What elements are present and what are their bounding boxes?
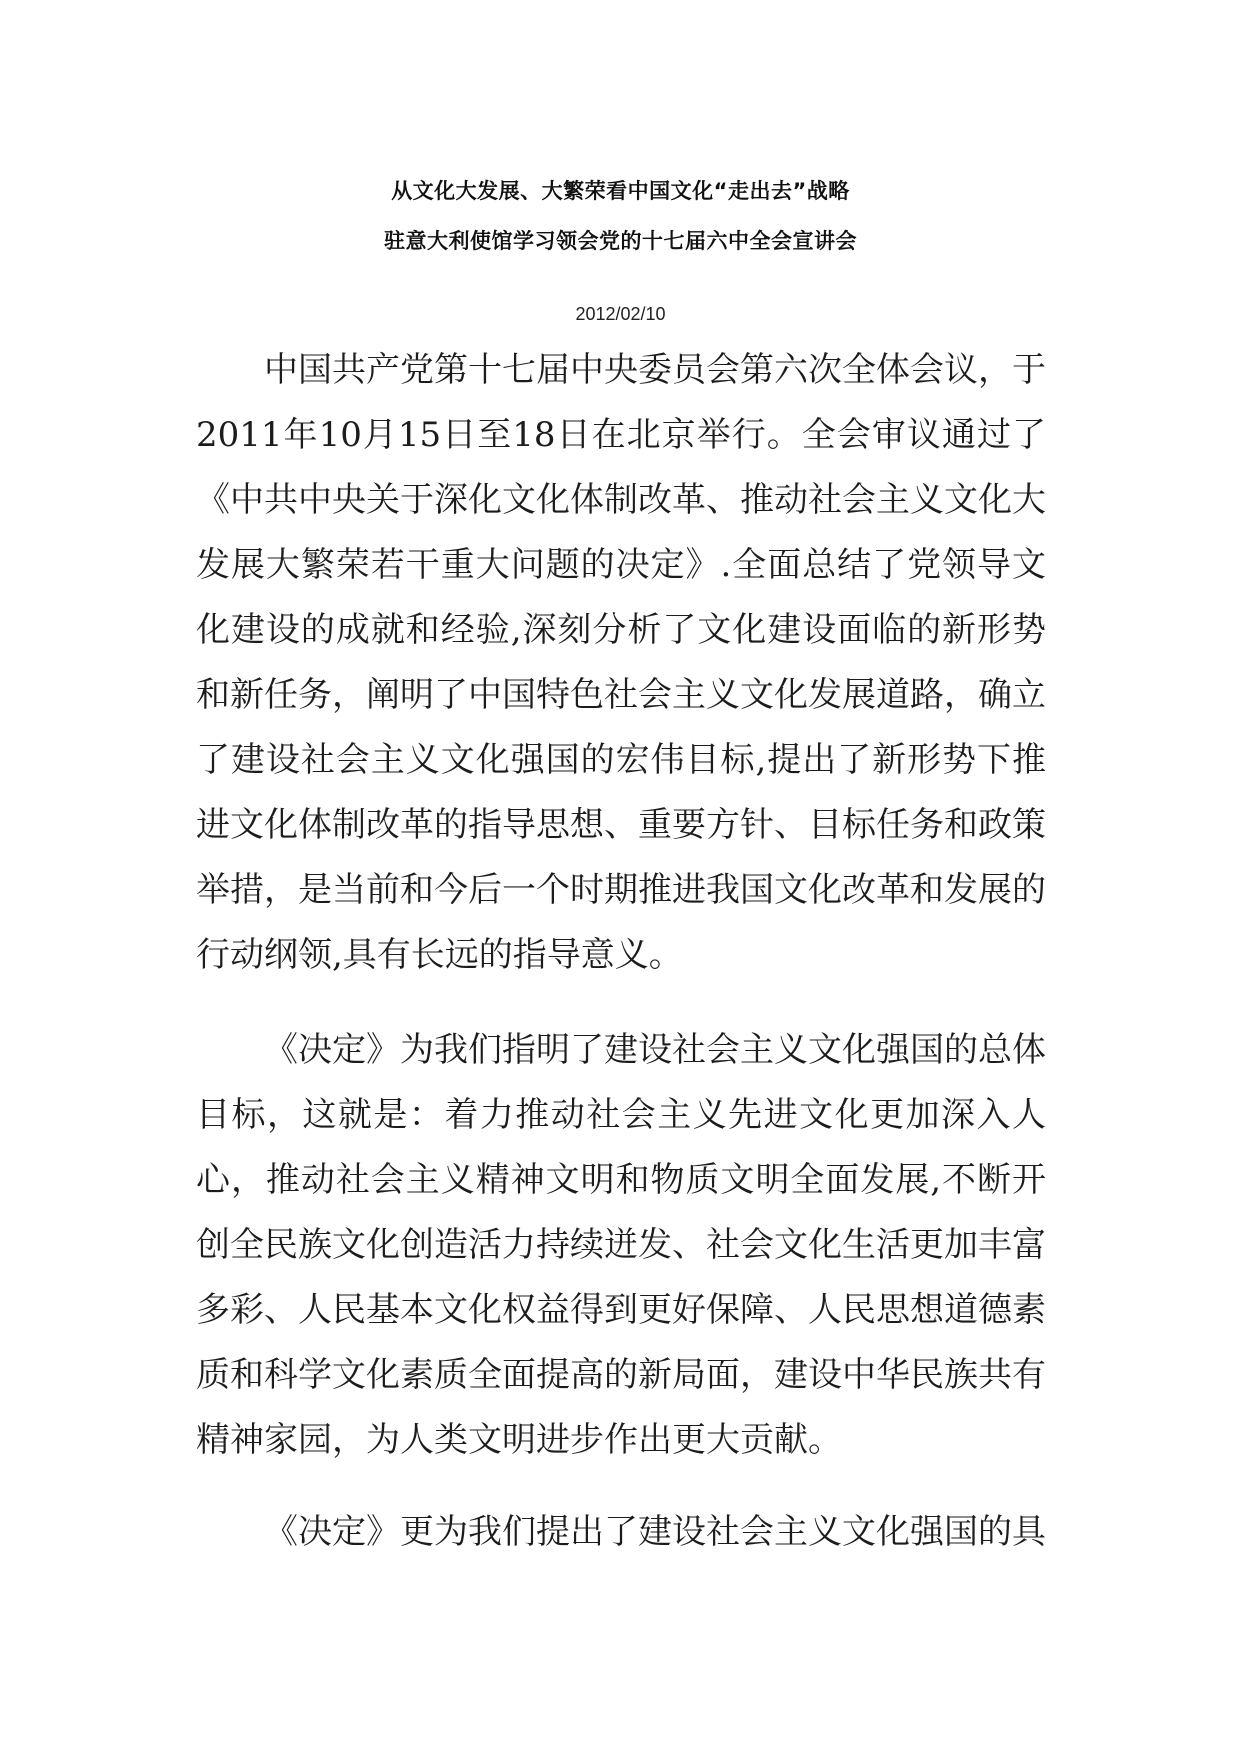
body-paragraph: 《决定》为我们指明了建设社会主义文化强国的总体目标，这就是：着力推动社会主义先进文化更加深入人心，推动社会主义精神文明和物质文明全面发展,不断开创全民族文化创造活力持续迸发、社会文化生活更加丰富多彩、人民基本文化权益得到更好保障、人民思想道德素质和科学文化素质全面提高的新局面，建设中华民族共有精神家园，为人类文明进步作出更大贡献。 [196, 1030, 1046, 1460]
body-paragraph: 《决定》更为我们提出了建设社会主义文化强国的具 [264, 1512, 1046, 1552]
document-subtitle: 驻意大利使馆学习领会党的十七届六中全会宣讲会 [384, 229, 857, 253]
document-title: 从文化大发展、大繁荣看中国文化“走出去”战略 [391, 179, 850, 203]
body-paragraph: 中国共产党第十七届中央委员会第六次全体会议，于2011年10月15日至18日在北京举行。全会审议通过了《中共中央关于深化文化体制改革、推动社会主义文化大发展大繁荣若干重大问题的决定》.全面总结了党领导文化建设的成就和经验,深刻分析了文化建设面临的新形势和新任务，阐明了中国特色社会主义文化发展道路，确立了建设社会主义文化强国的宏伟目标,提出了新形势下推进文化体制改革的指导思想、重要方针、目标任务和政策举措，是当前和今后一个时期推进我国文化改革和发展的行动纲领,具有长远的指导意义。 [196, 350, 1046, 975]
document-date: 2012/02/10 [575, 304, 666, 324]
